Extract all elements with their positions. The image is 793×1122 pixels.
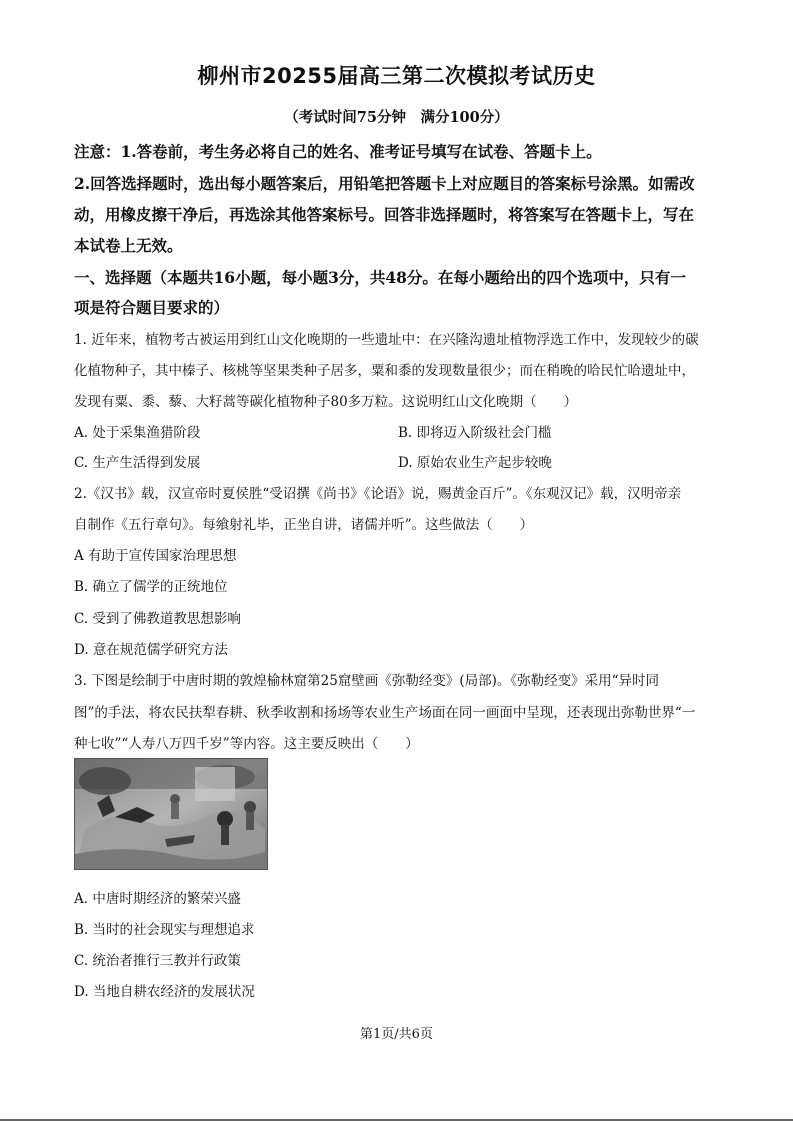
mural-image [74, 758, 268, 870]
q3-option-a: A. 中唐时期经济的繁荣兴盛 [74, 891, 241, 907]
q3-stem-line-2: 图”的手法，将农民扶犁春耕、秋季收割和扬场等农业生产场面在同一画面中呈现，还表现出弥勒世界“一 [74, 705, 696, 721]
q2-option-c: C. 受到了佛教道教思想影响 [74, 611, 241, 627]
exam-time-info: （考试时间75分钟 满分100分） [284, 109, 509, 126]
exam-title: 柳州市20255届高三第二次模拟考试历史 [197, 64, 596, 88]
q1-stem-line-3: 发现有粟、黍、藜、大籽蒿等碳化植物种子80多万粒。这说明红山文化晚期（ ） [74, 394, 578, 410]
notice-line-4: 本试卷上无效。 [74, 236, 183, 255]
q1-option-d: D. 原始农业生产起步较晚 [398, 455, 552, 471]
q3-stem-line-3: 种七收”“人寿八万四千岁”等内容。这主要反映出（ ） [74, 736, 419, 752]
q2-option-b: B. 确立了儒学的正统地位 [74, 579, 228, 595]
q3-option-c: C. 统治者推行三教并行政策 [74, 953, 241, 969]
q1-stem-line-2: 化植物种子，其中榛子、核桃等坚果类种子居多，粟和黍的发现数量很少；而在稍晚的哈民忙哈遗址中， [74, 363, 695, 379]
q2-stem-line-2: 自制作《五行章句》。每飨射礼毕，正坐自讲，诸儒并听”。这些做法（ ） [74, 517, 534, 533]
q2-option-a: A 有助于宣传国家治理思想 [74, 548, 237, 564]
q2-option-d: D. 意在规范儒学研究方法 [74, 642, 228, 658]
bottom-divider [0, 1119, 793, 1121]
q1-option-b: B. 即将迈入阶级社会门槛 [398, 425, 552, 441]
section-heading: 一、选择题（本题共16小题，每小题3分，共48分。在每小题给出的四个选项中，只有一 [74, 268, 686, 287]
page-number: 第1页/共6页 [360, 1027, 433, 1042]
q1-stem-line-1: 1. 近年来，植物考古被运用到红山文化晚期的一些遗址中：在兴隆沟遗址植物浮选工作中，发现较少的碳 [74, 332, 699, 348]
q1-option-c: C. 生产生活得到发展 [74, 455, 201, 471]
q1-option-a: A. 处于采集渔猎阶段 [74, 425, 201, 441]
notice-line-2: 2.回答选择题时，选出每小题答案后，用铅笔把答题卡上对应题目的答案标号涂黑。如需改 [74, 174, 695, 193]
q2-stem-line-1: 2.《汉书》载，汉宣帝时夏侯胜“受诏撰《尚书》《论语》说，赐黄金百斤”。《东观汉记》载，汉明帝亲 [74, 486, 682, 502]
notice-line-3: 动，用橡皮擦干净后，再选涂其他答案标号。回答非选择题时，将答案写在答题卡上，写在 [74, 205, 695, 224]
section-heading-cont: 项是符合题目要求的） [74, 298, 230, 317]
q3-stem-line-1: 3. 下图是绘制于中唐时期的敦煌榆林窟第25窟壁画《弥勒经变》(局部)。《弥勒经变》采用“异时同 [74, 673, 660, 689]
notice-line-1: 注意：1.答卷前，考生务必将自己的姓名、准考证号填写在试卷、答题卡上。 [74, 142, 602, 161]
q3-option-b: B. 当时的社会现实与理想追求 [74, 922, 255, 938]
q3-option-d: D. 当地自耕农经济的发展状况 [74, 984, 255, 1000]
